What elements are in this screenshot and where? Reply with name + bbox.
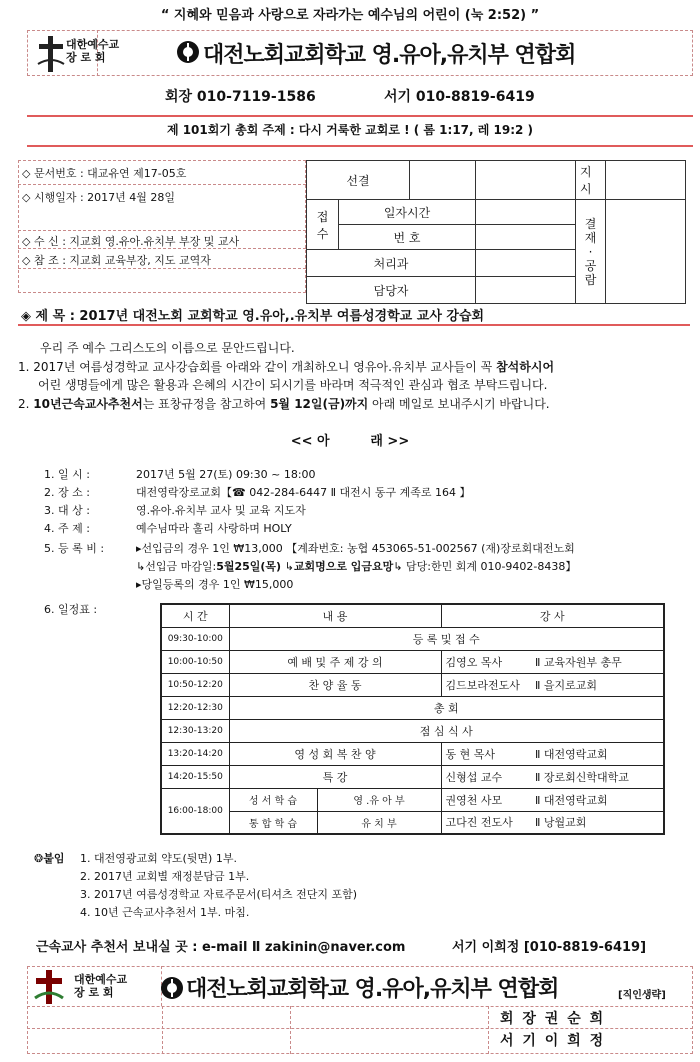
cell-jisi: 지시 — [576, 161, 606, 200]
schedule-time: 16:00-18:00 — [161, 788, 229, 834]
body-item-2 — [18, 395, 550, 412]
schedule-time: 10:00-10:50 — [161, 650, 229, 673]
schedule-speaker: 동 현 목사 — [441, 742, 531, 765]
schedule-church: Ⅱ 교육자원부 총무 — [531, 650, 664, 673]
footer-org-title: 대전노회교회학교 영.유아,유치부 연합회 — [186, 977, 559, 1002]
schedule-time: 13:20-14:20 — [161, 742, 229, 765]
cell-seongyeol: 선결 — [307, 161, 410, 200]
emblem-icon — [176, 40, 200, 64]
detail-value: 영.유아.유치부 교사 및 교육 지도자 — [136, 504, 306, 517]
detail-row — [44, 520, 471, 538]
schedule-merged: 등 록 및 접 수 — [229, 627, 664, 650]
cell-damdangja: 담당자 — [307, 277, 476, 304]
org-title: 대전노회교회학교 영.유아,유치부 연합회 — [203, 43, 576, 68]
schedule-speaker: 김영오 목사 — [441, 650, 531, 673]
schedule-row — [161, 811, 664, 834]
approval-table — [306, 160, 686, 304]
details-list — [44, 466, 471, 538]
cell-gyeoljae: 결재 · 공람 — [576, 200, 606, 304]
body-item2-emphasis: 10년근속교사추천서 — [33, 397, 143, 411]
schedule-row — [161, 650, 664, 673]
doc-recipient: ◇ 수 신 : 지교회 영.유아.유치부 부장 및 교사 — [22, 235, 240, 248]
registration-contact: ↳ 담당:한민 회계 010-9402-8438】 — [393, 560, 577, 573]
schedule-table — [160, 603, 665, 835]
footer-denomination-line2: 장 로 회 — [74, 986, 114, 999]
footer-emblem-icon — [160, 976, 184, 1000]
schedule-row — [161, 765, 664, 788]
schedule-row — [161, 627, 664, 650]
schedule-header-speaker: 강 사 — [441, 604, 664, 627]
detail-label: 3. 대 상 : — [44, 504, 90, 517]
subject-line: ◈ 제 목 : 2017년 대전노회 교회학교 영.유아,.유치부 여름성경학교 교사 강습회 — [21, 309, 485, 324]
divider-theme — [27, 145, 693, 147]
detail-value: 예수님따라 훌리 사랑하며 HOLY — [136, 522, 292, 535]
detail-label: 2. 장 소 : — [44, 486, 90, 499]
cross-logo-icon — [36, 34, 66, 74]
denomination-line2: 장 로 회 — [66, 51, 106, 64]
greeting: 우리 주 예수 그리스도의 이름으로 문안드립니다. — [40, 341, 295, 355]
attachments-label: ❂붙임 — [34, 852, 65, 865]
schedule-dept: 영 .유 아 부 — [317, 788, 441, 811]
attachment-item: 4. 10년 근속교사추천서 1부. 마침. — [80, 906, 250, 919]
schedule-content: 특 강 — [229, 765, 441, 788]
detail-label: 1. 일 시 : — [44, 468, 90, 481]
detail-row — [44, 484, 471, 502]
detail-row — [44, 466, 471, 484]
cell-jeopsu: 접수 — [307, 200, 339, 250]
cell-beonho: 번 호 — [339, 225, 476, 250]
detail-row — [44, 502, 471, 520]
denomination-label — [66, 38, 119, 64]
schedule-merged: 총 회 — [229, 696, 664, 719]
divider-top — [27, 115, 693, 117]
body-item2-deadline: 5월 12일(금)까지 — [270, 397, 369, 411]
schedule-church: Ⅱ 을지로교회 — [531, 673, 664, 696]
registration-label: 5. 등 록 비 : — [44, 542, 105, 555]
schedule-speaker: 김드보라전도사 — [441, 673, 531, 696]
notice-heading: << 아 래 >> — [290, 434, 410, 449]
theme-line: 제 101회기 총회 주제 : 다시 거룩한 교회로 ! ( 롬 1:17, 레 19:2 ) — [166, 123, 534, 137]
schedule-merged: 점 심 식 사 — [229, 719, 664, 742]
schedule-content: 예 배 및 주 제 강 의 — [229, 650, 441, 673]
attachment-item: 1. 대전영광교회 약도(뒷면) 1부. — [80, 852, 237, 865]
registration-arrow: ↳ — [281, 560, 294, 573]
schedule-church: Ⅱ 대전영락교회 — [531, 742, 664, 765]
footer-stamp: [직인생략] — [618, 990, 666, 1001]
body-item-1 — [18, 358, 554, 375]
schedule-time: 10:50-12:20 — [161, 673, 229, 696]
email-line: 근속교사 추천서 보내실 곳 : e-mail Ⅱ zakinin@naver.com — [36, 940, 406, 955]
registration-church-note: 교회명으로 입금요망 — [293, 560, 394, 573]
schedule-row — [161, 673, 664, 696]
footer-denomination-line1: 대한예수교 — [74, 973, 128, 986]
schedule-church: Ⅱ 장로회신학대학교 — [531, 765, 664, 788]
schedule-speaker: 권영천 사모 — [441, 788, 531, 811]
registration-block — [44, 540, 576, 594]
footer-secretary: 서 기 이 희 정 — [500, 1033, 606, 1049]
schedule-time: 14:20-15:50 — [161, 765, 229, 788]
schedule-sub-content: 통 합 학 습 — [229, 811, 317, 834]
schedule-speaker: 신형섭 교수 — [441, 765, 531, 788]
schedule-sub-content: 성 서 학 습 — [229, 788, 317, 811]
schedule-label: 6. 일정표 : — [44, 603, 98, 616]
attachments-block — [34, 850, 357, 922]
detail-value: 대전영락장로교회【☎ 042-284-6447 Ⅱ 대전시 동구 계족로 164 】 — [136, 486, 471, 499]
schedule-dept: 유 치 부 — [317, 811, 441, 834]
schedule-time: 12:30-13:20 — [161, 719, 229, 742]
email-contact: 서기 이희정 [010-8819-6419] — [452, 940, 647, 955]
schedule-church: Ⅱ 낭월교회 — [531, 811, 664, 834]
registration-deadline-label: ↳선입금 마감일: — [136, 560, 217, 573]
schedule-row — [161, 788, 664, 811]
footer-president: 회 장 권 순 희 — [500, 1011, 606, 1027]
cell-ilja: 일자시간 — [339, 200, 476, 225]
body-item2-text: 는 표창규정을 참고하여 — [142, 397, 271, 411]
detail-value: 2017년 5월 27(토) 09:30 ~ 18:00 — [136, 468, 316, 481]
body-item1-text: 1. 2017년 여름성경학교 교사강습회를 아래와 같이 개최하오니 영유아.유치부 교사들이 꼭 — [18, 360, 497, 374]
doc-date: ◇ 시행일자 : 2017년 4월 28일 — [22, 191, 176, 204]
schedule-header-content: 내 용 — [229, 604, 441, 627]
body-item2-num: 2. — [18, 397, 34, 411]
body-item1-emphasis: 참석하시어 — [496, 360, 555, 374]
divider-subject — [18, 324, 690, 326]
president-contact: 회장 010-7119-1586 — [165, 89, 316, 105]
denomination-line1: 대한예수교 — [66, 38, 120, 51]
body-item2-tail: 아래 메일로 보내주시기 바랍니다. — [368, 397, 550, 411]
detail-label: 4. 주 제 : — [44, 522, 90, 535]
footer-denomination — [74, 973, 127, 999]
doc-number: ◇ 문서번호 : 대교유연 제17-05호 — [22, 167, 187, 180]
schedule-time: 09:30-10:00 — [161, 627, 229, 650]
schedule-content: 영 성 회 복 찬 양 — [229, 742, 441, 765]
schedule-church: Ⅱ 대전영락교회 — [531, 788, 664, 811]
schedule-time: 12:20-12:30 — [161, 696, 229, 719]
secretary-contact: 서기 010-8819-6419 — [384, 89, 535, 105]
registration-line1: ▸선입금의 경우 1인 ₩13,000 【계좌번호: 농협 453065-51-002567 (재)장로회대전노회 — [136, 542, 575, 555]
body-item-1-cont: 어린 생명들에게 많은 활용과 은혜의 시간이 되시기를 바라며 적극적인 관심과 협조 부탁드립니다. — [38, 378, 548, 392]
doc-reference: ◇ 참 조 : 지교회 교육부장, 지도 교역자 — [22, 254, 211, 267]
cell-cheorigwa: 처리과 — [307, 250, 476, 277]
schedule-row — [161, 719, 664, 742]
verse-header: “ 지혜와 믿음과 사랑으로 자라가는 예수님의 어린이 (눅 2:52) ” — [160, 8, 540, 23]
footer-cross-logo-icon — [34, 968, 64, 1006]
attachment-item: 3. 2017년 여름성경학교 자료주문서(티셔츠 전단지 포함) — [80, 888, 358, 901]
attachment-item: 2. 2017년 교회별 재정분담금 1부. — [80, 870, 250, 883]
registration-deadline: 5월25일(목) — [216, 560, 282, 573]
schedule-content: 찬 양 율 동 — [229, 673, 441, 696]
schedule-row — [161, 696, 664, 719]
schedule-header-time: 시 간 — [161, 604, 229, 627]
registration-line3: ▸당일등록의 경우 1인 ₩15,000 — [136, 578, 294, 591]
schedule-row — [161, 742, 664, 765]
schedule-speaker: 고다진 전도사 — [441, 811, 531, 834]
